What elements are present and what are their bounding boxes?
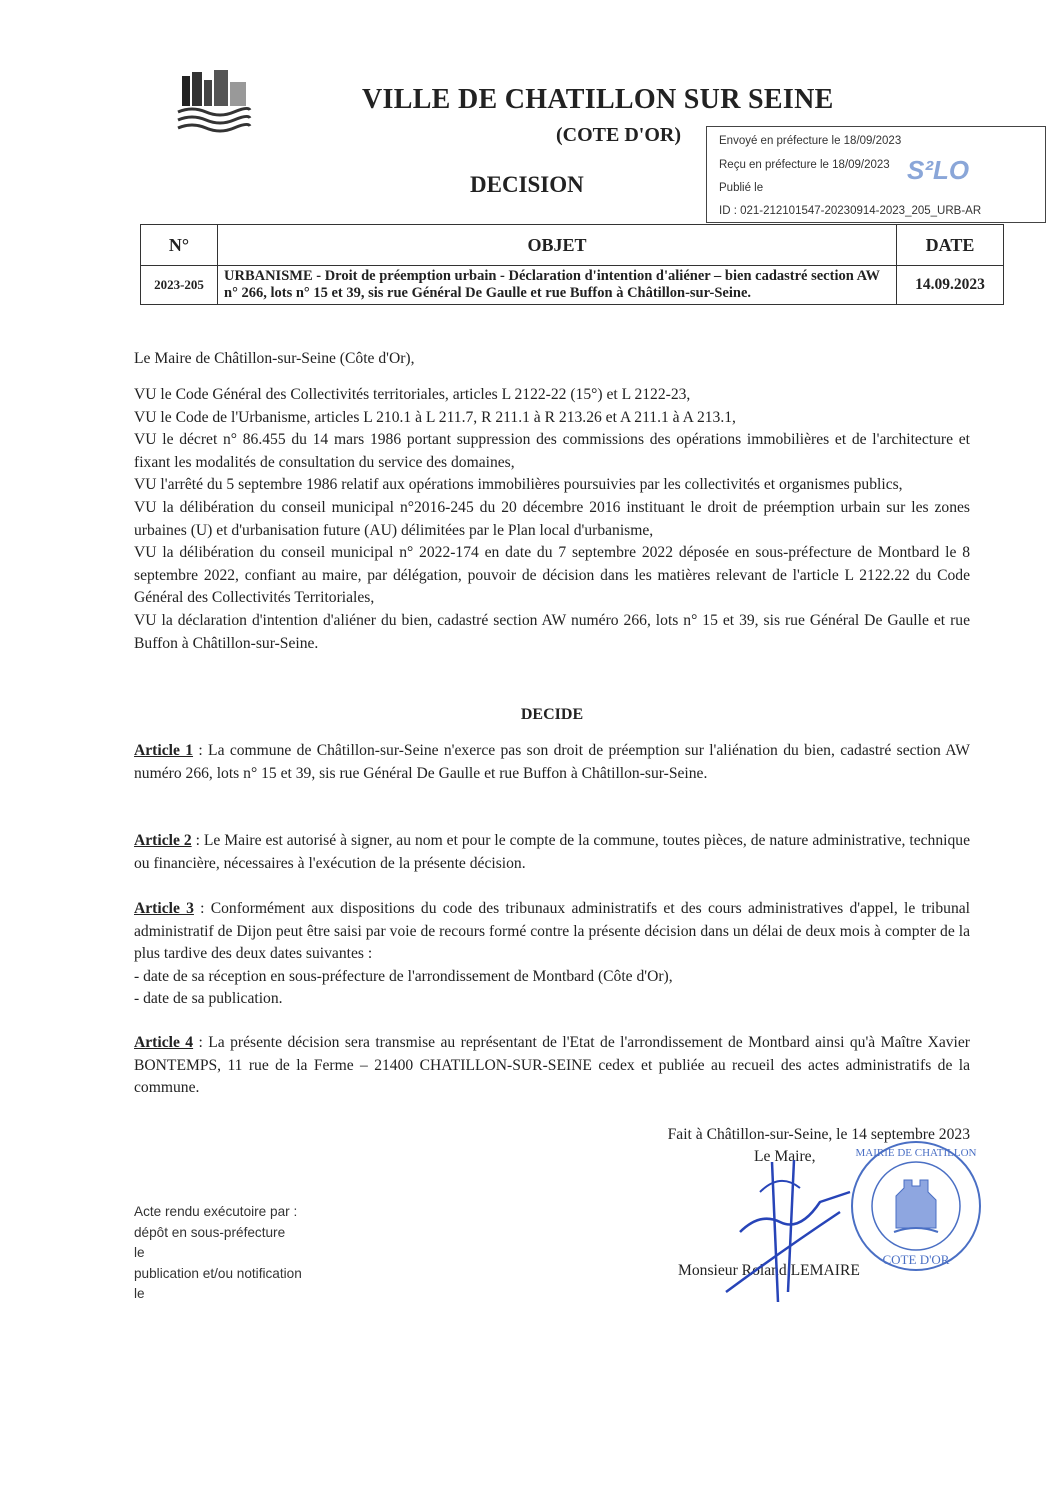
article-label: Article 2 xyxy=(134,832,192,849)
vu-item: VU l'arrêté du 5 septembre 1986 relatif aux opérations immobilières poursuivies par les collectivités et organismes publics, xyxy=(134,476,903,494)
executory-note xyxy=(134,1202,302,1305)
article-1 xyxy=(134,740,970,785)
table-row xyxy=(141,266,1004,305)
svg-text:COTE D'OR: COTE D'OR xyxy=(882,1252,950,1267)
decision-date: 14.09.2023 xyxy=(897,266,1004,305)
article-text: : Conformément aux dispositions du code des tribunaux administratifs et des cours administratives d'appel, le tribunal administratif de Dijon peut être saisi par voie de recours formé contre la présente décision dans un délai de deux mois à compter de la plus tardive des deux dates suivantes : xyxy=(134,900,970,963)
article-label: Article 4 xyxy=(134,1034,194,1051)
article-label: Article 3 xyxy=(134,900,194,917)
list-item: - date de sa publication. xyxy=(134,990,283,1008)
s2lo-logo: S²LO xyxy=(907,155,970,185)
handwritten-signature xyxy=(720,1152,860,1302)
article-4 xyxy=(134,1032,970,1100)
decision-table xyxy=(140,224,1004,305)
stamp-id: ID : 021-212101547-20230914-2023_205_URB-AR xyxy=(719,205,982,217)
city-logo xyxy=(172,68,252,140)
article-label: Article 1 xyxy=(134,742,194,759)
vu-item: VU le décret n° 86.455 du 14 mars 1986 portant suppression des commissions des opérations immobilières et de l'architecture et fixant les modalités de consultation du service des domaines, xyxy=(134,431,970,471)
article-text: : Le Maire est autorisé à signer, au nom et pour le compte de la commune, toutes pièces, de nature administrative, technique ou financière, nécessaires à l'exécution de la présente décision. xyxy=(134,832,970,872)
intro-text: Le Maire de Châtillon-sur-Seine (Côte d'Or), xyxy=(134,350,415,367)
svg-text:MAIRIE DE CHATILLON: MAIRIE DE CHATILLON xyxy=(855,1147,977,1159)
executory-line: dépôt en sous-préfecture xyxy=(134,1224,286,1240)
vu-list xyxy=(134,384,970,655)
stamp-sent: Envoyé en préfecture le 18/09/2023 xyxy=(719,135,902,147)
vu-item: VU la délibération du conseil municipal n°2016-245 du 20 décembre 2016 instituant le droit de préemption urbain sur les zones urbaines (U) et d'urbanisation future (AU) délimitées par le Plan local d'urbanisme, xyxy=(134,498,970,539)
vu-item: VU le Code Général des Collectivités territoriales, articles L 2122-22 (15°) et L 2122-23, xyxy=(134,386,691,403)
prefecture-stamp xyxy=(706,126,1046,223)
article-3 xyxy=(134,898,970,1011)
executory-line: Acte rendu exécutoire par : xyxy=(134,1204,298,1219)
decide-heading: DECIDE xyxy=(520,706,584,723)
table-header-row xyxy=(141,225,1004,266)
header-object: OBJET xyxy=(218,225,897,266)
document-type: DECISION xyxy=(470,172,584,197)
vu-item: VU le Code de l'Urbanisme, articles L 210.1 à L 211.7, R 211.1 à R 213.26 et A 211.1 à A 213.1, xyxy=(134,408,736,426)
executory-line: publication et/ou notification xyxy=(134,1265,302,1281)
stamp-published: Publié le xyxy=(719,182,764,194)
mayor-seal xyxy=(846,1136,986,1276)
vu-item: VU la déclaration d'intention d'aliéner du bien, cadastré section AW numéro 266, lots n° 15 et 39, sis rue Général De Gaulle et rue Buffon à Châtillon-sur-Seine. xyxy=(134,611,970,652)
vu-item: VU la délibération du conseil municipal n° 2022-174 en date du 7 septembre 2022 déposée en sous-préfecture de Montbard le 8 septembre 2022, confiant au maire, par délégation, pouvoir de décision dans les matières relevant de l'article L 2122.22 du Code Général des Collectivités Territoriales, xyxy=(134,544,970,607)
stamp-received: Reçu en préfecture le 18/09/2023 xyxy=(719,159,890,171)
article-text: : La présente décision sera transmise au représentant de l'Etat de l'arrondissement de Montbard ainsi qu'à Maître Xavier BONTEMPS, 11 rue de la Ferme – 21400 CHATILLON-SUR-SEINE cedex et publiée au recueil des actes administratifs de la commune. xyxy=(134,1034,971,1097)
executory-line: le xyxy=(134,1286,145,1301)
signer-title: Le Maire, xyxy=(754,1148,816,1165)
city-title: VILLE DE CHATILLON SUR SEINE xyxy=(362,84,834,115)
article-2 xyxy=(134,830,970,875)
department-title: (COTE D'OR) xyxy=(556,124,681,146)
decision-object: URBANISME - Droit de préemption urbain - Déclaration d'intention d'aliéner – bien cadastré section AW n° 266, lots n° 15 et 39, sis rue Général De Gaulle et rue Buffon à Châtillon-sur-Seine. xyxy=(218,266,897,305)
article-text: : La commune de Châtillon-sur-Seine n'exerce pas son droit de préemption sur l'aliénation du bien, cadastré section AW numéro 266, lots n° 15 et 39, sis rue Général De Gaulle et rue Buffon à Châtillon-sur-Seine. xyxy=(134,742,970,782)
list-item: - date de sa réception en sous-préfecture de l'arrondissement de Montbard (Côte d'Or), xyxy=(134,967,673,985)
signer-name: Monsieur Roland LEMAIRE xyxy=(678,1262,860,1279)
header-date: DATE xyxy=(897,225,1004,266)
place-date: Fait à Châtillon-sur-Seine, le 14 septembre 2023 xyxy=(667,1126,970,1143)
decision-number: 2023-205 xyxy=(141,266,218,305)
executory-line: le xyxy=(134,1245,145,1260)
header-number: N° xyxy=(141,225,218,266)
